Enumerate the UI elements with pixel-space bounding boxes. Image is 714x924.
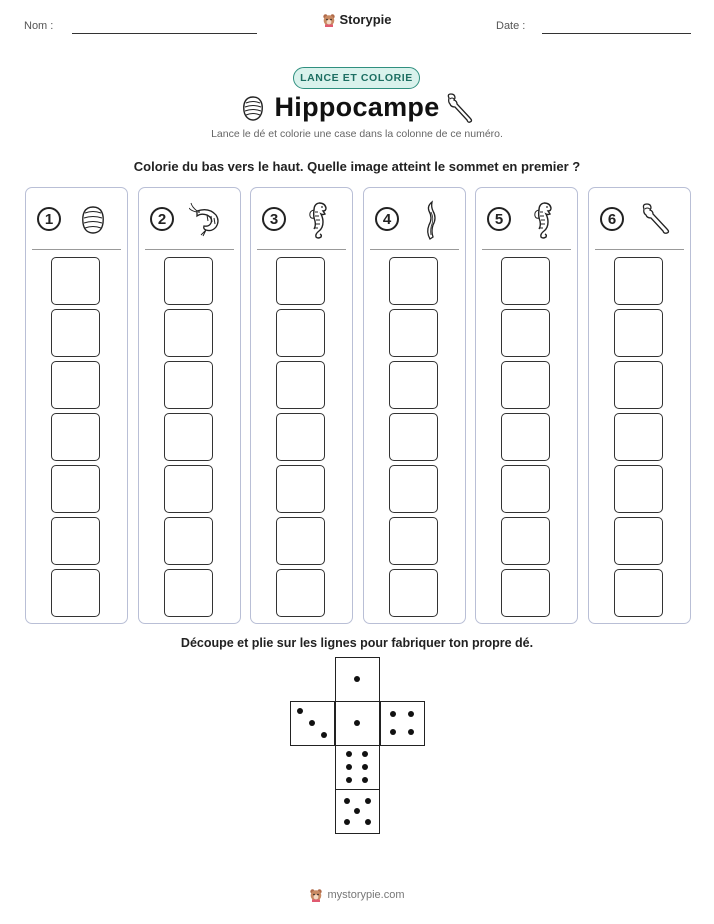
dice-pip [344, 819, 350, 825]
column-divider [370, 249, 459, 250]
column-number: 6 [600, 207, 624, 231]
dice-pip [362, 777, 368, 783]
name-label: Nom : [24, 20, 54, 32]
seahorse-icon [526, 199, 560, 241]
coloring-box[interactable] [51, 517, 100, 565]
dice-pip [408, 711, 414, 717]
page-title: Hippocampe [274, 92, 440, 122]
dice-face-3 [290, 701, 335, 746]
coloring-box[interactable] [389, 361, 438, 409]
bear-mascot-icon [322, 13, 336, 27]
coloring-box[interactable] [389, 309, 438, 357]
dice-face-1 [335, 701, 380, 746]
dice-pip [362, 764, 368, 770]
dice-column-1 [25, 187, 128, 624]
coloring-box[interactable] [501, 361, 550, 409]
brand-logo [0, 12, 714, 30]
crab-claw-icon [639, 199, 673, 241]
subtitle: Lance le dé et colorie une case dans la colonne de ce numéro. [211, 128, 503, 140]
dice-pip [365, 819, 371, 825]
coloring-box[interactable] [276, 569, 325, 617]
coloring-box[interactable] [164, 465, 213, 513]
coloring-box[interactable] [614, 517, 663, 565]
column-number: 3 [262, 207, 286, 231]
dice-pip [344, 798, 350, 804]
column-divider [145, 249, 234, 250]
coloring-box[interactable] [164, 517, 213, 565]
seahorse-icon [301, 199, 335, 241]
coloring-box[interactable] [614, 465, 663, 513]
coloring-box[interactable] [501, 413, 550, 461]
dice-column-3 [250, 187, 353, 624]
coloring-box[interactable] [276, 517, 325, 565]
dice-pip [408, 729, 414, 735]
dice-pip [354, 720, 360, 726]
dice-column-2 [138, 187, 241, 624]
dice-column-6 [588, 187, 691, 624]
dice-pip [354, 676, 360, 682]
coloring-box[interactable] [276, 309, 325, 357]
dice-face-4 [380, 701, 425, 746]
coloring-box[interactable] [501, 257, 550, 305]
dice-pip [362, 751, 368, 757]
dice-pip [346, 751, 352, 757]
column-number: 2 [150, 207, 174, 231]
coloring-box[interactable] [501, 517, 550, 565]
coloring-instruction: Colorie du bas vers le haut. Quelle image atteint le sommet en premier ? [133, 159, 581, 174]
footer [0, 888, 714, 905]
coloring-box[interactable] [389, 517, 438, 565]
coloring-box[interactable] [164, 569, 213, 617]
bear-mascot-icon [309, 888, 323, 902]
dice-face-5 [335, 789, 380, 834]
column-number: 5 [487, 207, 511, 231]
coloring-box[interactable] [164, 361, 213, 409]
coloring-box[interactable] [276, 361, 325, 409]
coloring-box[interactable] [276, 257, 325, 305]
brand-name: Storypie [339, 12, 392, 27]
column-number: 1 [37, 207, 61, 231]
coloring-box[interactable] [501, 465, 550, 513]
column-divider [257, 249, 346, 250]
coloring-box[interactable] [51, 361, 100, 409]
coloring-box[interactable] [164, 413, 213, 461]
activity-badge: LANCE ET COLORIE [293, 67, 420, 89]
dice-instruction: Découpe et plie sur les lignes pour fabriquer ton propre dé. [180, 636, 534, 650]
coloring-box[interactable] [614, 309, 663, 357]
coloring-box[interactable] [389, 257, 438, 305]
name-line [72, 33, 257, 34]
coloring-box[interactable] [51, 569, 100, 617]
dice-pip [354, 808, 360, 814]
coloring-box[interactable] [614, 257, 663, 305]
shrimp-icon [189, 199, 223, 241]
clam-shell-icon [76, 199, 110, 241]
coloring-box[interactable] [501, 569, 550, 617]
column-divider [595, 249, 684, 250]
coloring-box[interactable] [164, 309, 213, 357]
coloring-box[interactable] [276, 413, 325, 461]
dice-pip [365, 798, 371, 804]
seaweed-icon [414, 199, 448, 241]
dice-face-1 [335, 657, 380, 702]
dice-pip [346, 777, 352, 783]
dice-column-5 [475, 187, 578, 624]
coloring-box[interactable] [164, 257, 213, 305]
dice-pip [321, 732, 327, 738]
dice-face-6 [335, 745, 380, 790]
column-divider [32, 249, 121, 250]
footer-url: mystorypie.com [327, 889, 405, 901]
dice-pip [346, 764, 352, 770]
coloring-box[interactable] [389, 569, 438, 617]
column-number: 4 [375, 207, 399, 231]
dice-pip [309, 720, 315, 726]
column-divider [482, 249, 571, 250]
coloring-box[interactable] [501, 309, 550, 357]
coloring-box[interactable] [389, 413, 438, 461]
coloring-box[interactable] [614, 413, 663, 461]
coloring-box[interactable] [614, 569, 663, 617]
coloring-box[interactable] [389, 465, 438, 513]
coloring-box[interactable] [276, 465, 325, 513]
coloring-box[interactable] [51, 309, 100, 357]
coloring-box[interactable] [51, 413, 100, 461]
coloring-box[interactable] [51, 257, 100, 305]
date-line [542, 33, 691, 34]
dice-column-4 [363, 187, 466, 624]
date-label: Date : [496, 20, 526, 32]
coloring-box[interactable] [614, 361, 663, 409]
dice-pip [390, 729, 396, 735]
crab-claw-icon [445, 92, 475, 124]
coloring-box[interactable] [51, 465, 100, 513]
dice-pip [297, 708, 303, 714]
dice-pip [390, 711, 396, 717]
